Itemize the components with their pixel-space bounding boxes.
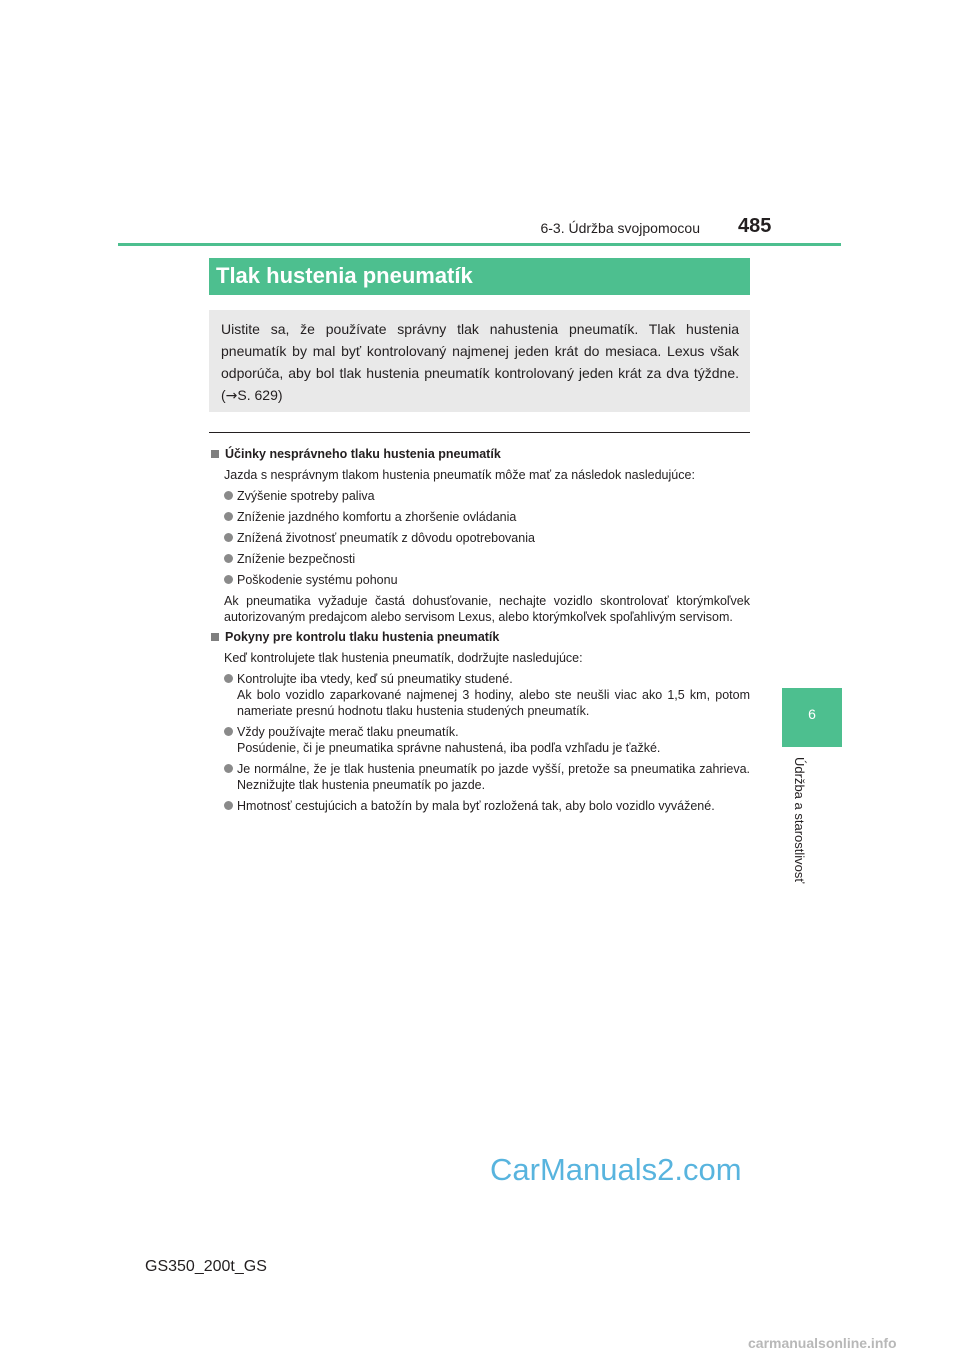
circle-bullet-icon [224,764,233,773]
list-item [224,724,750,756]
list-item [224,761,750,793]
circle-bullet-icon [224,674,233,683]
section-trailing: Ak pneumatika vyžaduje častá dohusťovanie, nechajte vozidlo skontrolovať ktorýmkoľvek autorizovaným predajcom alebo servisom Lexus, alebo ktorýmkoľvek spoľahlivým servisom. [224,594,750,624]
intro-box [209,310,750,412]
section-heading-text: Účinky nesprávneho tlaku hustenia pneumatík [225,447,501,461]
list-item-text: Hmotnosť cestujúcich a batožín by mala byť rozložená tak, aby bolo vozidlo vyvážené. [237,799,715,813]
circle-bullet-icon [224,512,233,521]
page-number: 485 [738,215,772,237]
circle-bullet-icon [224,801,233,810]
watermark-carmanuals2: CarManuals2.com [490,1152,742,1187]
list-item [224,671,750,719]
square-bullet-icon [211,450,219,458]
list-item-text: Zníženie bezpečnosti [237,552,356,566]
reference-arrow-icon: → [225,388,238,404]
list-item-detail: Posúdenie, či je pneumatika správne nahustená, iba podľa vzhľadu je ťažké. [237,741,661,755]
list-item [224,798,750,814]
circle-bullet-icon [224,533,233,542]
chapter-tab[interactable] [782,688,842,747]
list-item [224,530,750,546]
header-rule [118,243,841,246]
list-item-text: Poškodenie systému pohonu [237,573,398,587]
list-item-text: Kontrolujte iba vtedy, keď sú pneumatiky studené. [237,672,513,686]
list-item-text: Zníženie jazdného komfortu a zhoršenie ovládania [237,510,517,524]
footer-model: GS350_200t_GS [145,1258,267,1275]
chapter-title-vertical: Údržba a starostlivosť [792,757,807,884]
circle-bullet-icon [224,727,233,736]
section-lead: Jazda s nesprávnym tlakom hustenia pneumatík môže mať za následok nasledujúce: [224,468,695,482]
content [209,442,750,814]
list-item-text: Vždy používajte merač tlaku pneumatík. [237,725,459,739]
list-item-text: Je normálne, že je tlak hustenia pneumatík po jazde vyšší, pretože sa pneumatika zahrieva. Neznižujte tlak hustenia pneumatík po jazde. [237,762,750,792]
list-item [224,488,750,504]
circle-bullet-icon [224,554,233,563]
divider [209,432,750,433]
intro-text: Uistite sa, že používate správny tlak nahustenia pneumatík. Tlak hustenia pneumatík by mal byť kontrolovaný najmenej jeden krát do mesiaca. Lexus však odporúča, aby bol tlak hustenia pneumatík kontrolovaný jeden krát za dva týždne. ( [221,321,739,403]
list-item-detail: Ak bolo vozidlo zaparkované najmenej 3 hodiny, alebo ste neušli viac ako 1,5 km, potom nameriate presnú hodnotu tlaku hustenia studených pneumatík. [237,688,750,718]
circle-bullet-icon [224,575,233,584]
list-item-text: Zvýšenie spotreby paliva [237,489,375,503]
list-item-text: Znížená životnosť pneumatík z dôvodu opotrebovania [237,531,535,545]
page-title: Tlak hustenia pneumatík [209,258,750,295]
section-lead: Keď kontrolujete tlak hustenia pneumatík, dodržujte nasledujúce: [224,651,583,665]
watermark-carmanualsonline: carmanualsonline.info [748,1335,897,1351]
section-heading [209,446,750,462]
page-reference-link[interactable]: S. 629) [237,387,283,403]
list-item [224,551,750,567]
square-bullet-icon [211,633,219,641]
list-item [224,572,750,588]
list-item [224,509,750,525]
header-section: 6-3. Údržba svojpomocou [540,220,700,236]
section-heading-text: Pokyny pre kontrolu tlaku hustenia pneumatík [225,630,500,644]
section-heading [209,629,750,645]
chapter-tab-number: 6 [808,706,816,722]
circle-bullet-icon [224,491,233,500]
